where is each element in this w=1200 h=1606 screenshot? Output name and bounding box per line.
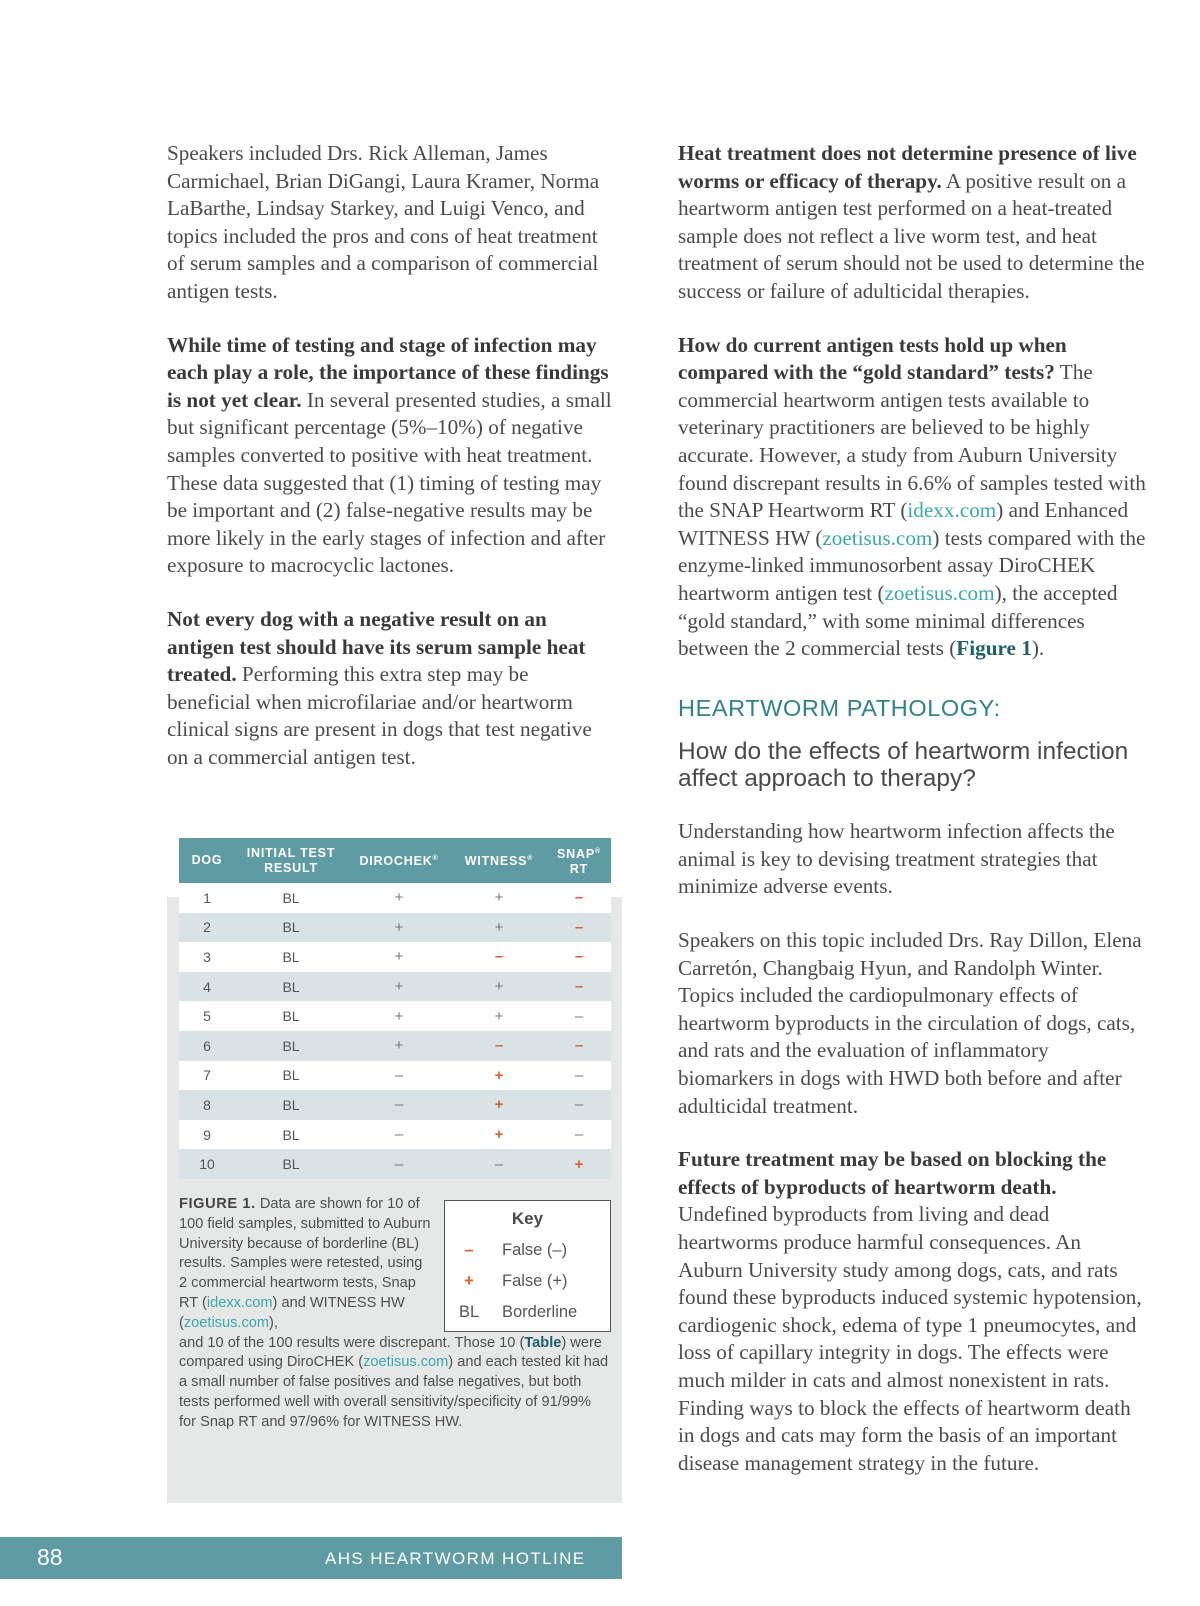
header-dog: DOG (191, 853, 223, 867)
table-row (179, 1001, 611, 1031)
gold-standard-paragraph (678, 332, 1148, 663)
cell-witness: + (494, 978, 504, 996)
timing-text: In several presented studies, a small but significant percentage (5%–10%) of negative samples converted to positive with heat treatment. These data suggested that (1) timing of testing may be important and (2) false-negative results may be more likely in the early stages of infection and after exposure to macrocyclic lactones. (167, 387, 612, 578)
future-treatment-lead: Future treatment may be based on blocking the effects of byproducts of heartworm death. (678, 1147, 1107, 1199)
cell-dirochek: + (394, 889, 404, 907)
gold-standard-text-b: ) and Enhanced WITNESS HW ( (678, 498, 1129, 550)
cell-witness: – (494, 1155, 504, 1173)
table-row (179, 1061, 611, 1091)
key-symbol: + (464, 1272, 474, 1290)
cell-snap: – (574, 1007, 584, 1025)
cell-initial: BL (282, 889, 300, 906)
table-row (179, 883, 611, 913)
key-symbol: BL (459, 1303, 480, 1321)
section-heading: HEARTWORM PATHOLOGY: (678, 694, 1001, 721)
cell-initial: BL (282, 948, 300, 965)
cell-snap: – (574, 1126, 584, 1144)
idexx-link[interactable]: idexx.com (907, 498, 997, 523)
cell-dog: 10 (199, 1156, 215, 1173)
cell-dog: 6 (203, 1037, 211, 1054)
cell-dog: 3 (203, 948, 211, 965)
cell-witness: + (494, 1007, 504, 1025)
cell-witness: + (494, 918, 504, 936)
figure-1-link[interactable]: Figure 1 (956, 636, 1032, 661)
cell-snap: – (574, 918, 584, 936)
future-treatment-paragraph (678, 1146, 1148, 1477)
cell-snap: – (574, 889, 584, 907)
cell-initial: BL (282, 1156, 300, 1173)
understanding-paragraph (678, 818, 1148, 901)
cell-dog: 2 (203, 919, 211, 936)
header-initial-test: INITIAL TEST RESULT (246, 845, 336, 875)
caption-zoetis-link[interactable]: zoetisus.com (183, 1314, 270, 1331)
header-dirochek: DIROCHEK® (359, 854, 439, 869)
caption-short-block (179, 1195, 434, 1334)
cell-initial: BL (282, 1067, 300, 1084)
cell-dog: 1 (203, 889, 211, 906)
cell-dirochek: – (394, 1096, 404, 1114)
header-witness: WITNESS® (464, 854, 534, 869)
live-worms-paragraph (678, 140, 1148, 306)
table-row (179, 972, 611, 1002)
heat-treat-lead: Not every dog with a negative result on an antigen test should have its serum sample heat treated. (167, 606, 586, 687)
zoetis-link-witness[interactable]: zoetisus.com (822, 525, 933, 550)
footer-bar (0, 1537, 622, 1579)
cell-snap: – (574, 1066, 584, 1084)
heat-treat-text: Performing this extra step may be beneficial when microfilariae and/or heartworm clinical signs are present in dogs that test negative on a commercial antigen test. (167, 662, 592, 769)
table-row (179, 1031, 611, 1061)
key-symbol: – (464, 1241, 474, 1259)
live-worms-text: A positive result on a heartworm antigen test performed on a heat-treated sample does not reflect a live worm test, and heat treatment of serum should not be used to determine the success or failure of adulticidal therapies. (678, 168, 1145, 303)
caption-text-e: ) and each tested kit had a small number of false positives and false negatives, but both tests performed well with overall sensitivity/specificity of 91/99% for Snap RT and 97/96% for WITNESS HW. (179, 1354, 609, 1430)
table-row (179, 1149, 611, 1179)
footer-title: AHS HEARTWORM HOTLINE (325, 1549, 586, 1568)
cell-witness: + (494, 1126, 504, 1144)
caption-text-d: ) were compared using DiroCHEK ( (179, 1334, 602, 1371)
results-table (179, 838, 611, 1179)
cell-snap: – (574, 948, 584, 966)
cell-dirochek: + (394, 978, 404, 996)
gold-standard-text-a: The commercial heartworm antigen tests available to veterinary practitioners are believed to be highly accurate. However, a study from Auburn University found discrepant results in 6.6% of samples tested with the SNAP Heartworm RT ( (678, 360, 1146, 523)
cell-snap: – (574, 1037, 584, 1055)
right-column (678, 140, 1148, 1503)
cell-witness: + (494, 1096, 504, 1114)
cell-initial: BL (282, 1008, 300, 1025)
gold-standard-text-e: ). (1031, 636, 1045, 661)
cell-witness: + (494, 1066, 504, 1084)
cell-dog: 9 (203, 1126, 211, 1143)
cell-initial: BL (282, 978, 300, 995)
gold-standard-text-c: ) tests compared with the enzyme-linked immunosorbent assay DiroCHEK heartworm antigen test ( (678, 525, 1146, 605)
live-worms-lead: Heat treatment does not determine presence of live worms or efficacy of therapy. (678, 141, 1137, 193)
key-label: Borderline (502, 1303, 578, 1321)
figure-caption (179, 1195, 609, 1433)
timing-paragraph (167, 332, 617, 580)
cell-dirochek: + (394, 1007, 404, 1025)
cell-snap: + (574, 1155, 584, 1173)
caption-table-ref[interactable]: Table (524, 1334, 562, 1351)
cell-dirochek: – (394, 1155, 404, 1173)
cell-initial: BL (282, 919, 300, 936)
zoetis-link-dirochek[interactable]: zoetisus.com (884, 580, 995, 605)
cell-dirochek: + (394, 918, 404, 936)
table-row (179, 1090, 611, 1120)
caption-text-a: Data are shown for 10 of 100 field samples, submitted to Auburn University because of borderline (BL) results. Samples were retested, using 2 commercial heartworm tests, Snap RT ( (179, 1196, 431, 1311)
caption-text-c: and 10 of the 100 results were discrepant. Those 10 ( (179, 1334, 525, 1351)
cell-dirochek: – (394, 1066, 404, 1084)
intro-paragraph (167, 140, 617, 306)
table-row (179, 913, 611, 943)
cell-dog: 7 (203, 1067, 211, 1084)
key-label: False (+) (502, 1272, 568, 1290)
cell-dog: 8 (203, 1096, 211, 1113)
caption-text-c-start: ), (269, 1314, 278, 1331)
speakers-text: Speakers on this topic included Drs. Ray Dillon, Elena Carretón, Changbaig Hyun, and Randolph Winter. Topics included the cardiopulmonary effects of heartworm byproducts in the circulation of dogs, cats, and rats and the evaluation of inflammatory biomarkers in dogs with HWD both before and after adulticidal treatment. (678, 928, 1142, 1118)
caption-zoetis-link-2[interactable]: zoetisus.com (363, 1354, 449, 1371)
cell-initial: BL (282, 1126, 300, 1143)
cell-dirochek: + (394, 1037, 404, 1055)
future-treatment-text: Undefined byproducts from living and dead heartworms produce harmful consequences. An Auburn University study among dogs, cats, and rats found these byproducts induced systemic hypotension, cardiogenic shock, edema of type 1 pneumocytes, and loss of capillary integrity in dogs. The effects were much milder in cats and almost nonexistent in rats. Finding ways to block the effects of heartworm death in dogs and cats may form the basis of an important disease management strategy in the future. (678, 1202, 1142, 1475)
cell-snap: – (574, 1096, 584, 1114)
timing-lead: While time of testing and stage of infection may each play a role, the importance of these findings is not yet clear. (167, 332, 609, 412)
speakers-paragraph (678, 927, 1148, 1120)
cell-initial: BL (282, 1096, 300, 1113)
table-header-row (179, 838, 611, 883)
cell-witness: + (494, 889, 504, 907)
key-title: Key (511, 1209, 544, 1228)
header-snap: SNAP® RT (557, 847, 601, 877)
caption-text-b: ) and WITNESS HW ( (179, 1294, 405, 1331)
caption-idexx-link[interactable]: idexx.com (206, 1294, 273, 1311)
intro-text: Speakers included Drs. Rick Alleman, James Carmichael, Brian DiGangi, Laura Kramer, Norma LaBarthe, Lindsay Starkey, and Luigi Venco, and topics included the pros and cons of heat treatment of serum samples and a comparison of commercial antigen tests. (167, 141, 600, 303)
gold-standard-text-d: ), the accepted “gold standard,” with some minimal differences between the 2 commercial tests ( (678, 580, 1118, 661)
gold-standard-lead: How do current antigen tests hold up when compared with the “gold standard” tests? (678, 332, 1067, 385)
cell-snap: – (574, 978, 584, 996)
heat-treat-paragraph (167, 606, 617, 772)
cell-dirochek: + (394, 948, 404, 966)
caption-label: FIGURE 1. (179, 1196, 256, 1212)
page-number: 88 (37, 1544, 63, 1570)
cell-dog: 4 (203, 978, 211, 995)
left-column (167, 140, 617, 797)
table-row (179, 942, 611, 972)
cell-witness: – (494, 948, 504, 966)
subheading: How do the effects of heartworm infection affect approach to therapy? (678, 738, 1129, 793)
cell-initial: BL (282, 1037, 300, 1054)
table-row (179, 1120, 611, 1150)
key-label: False (–) (502, 1241, 568, 1259)
cell-witness: – (494, 1037, 504, 1055)
cell-dirochek: – (394, 1126, 404, 1144)
cell-dog: 5 (203, 1008, 211, 1025)
understanding-text: Understanding how heartworm infection affects the animal is key to devising treatment strategies that minimize adverse events. (678, 819, 1115, 899)
